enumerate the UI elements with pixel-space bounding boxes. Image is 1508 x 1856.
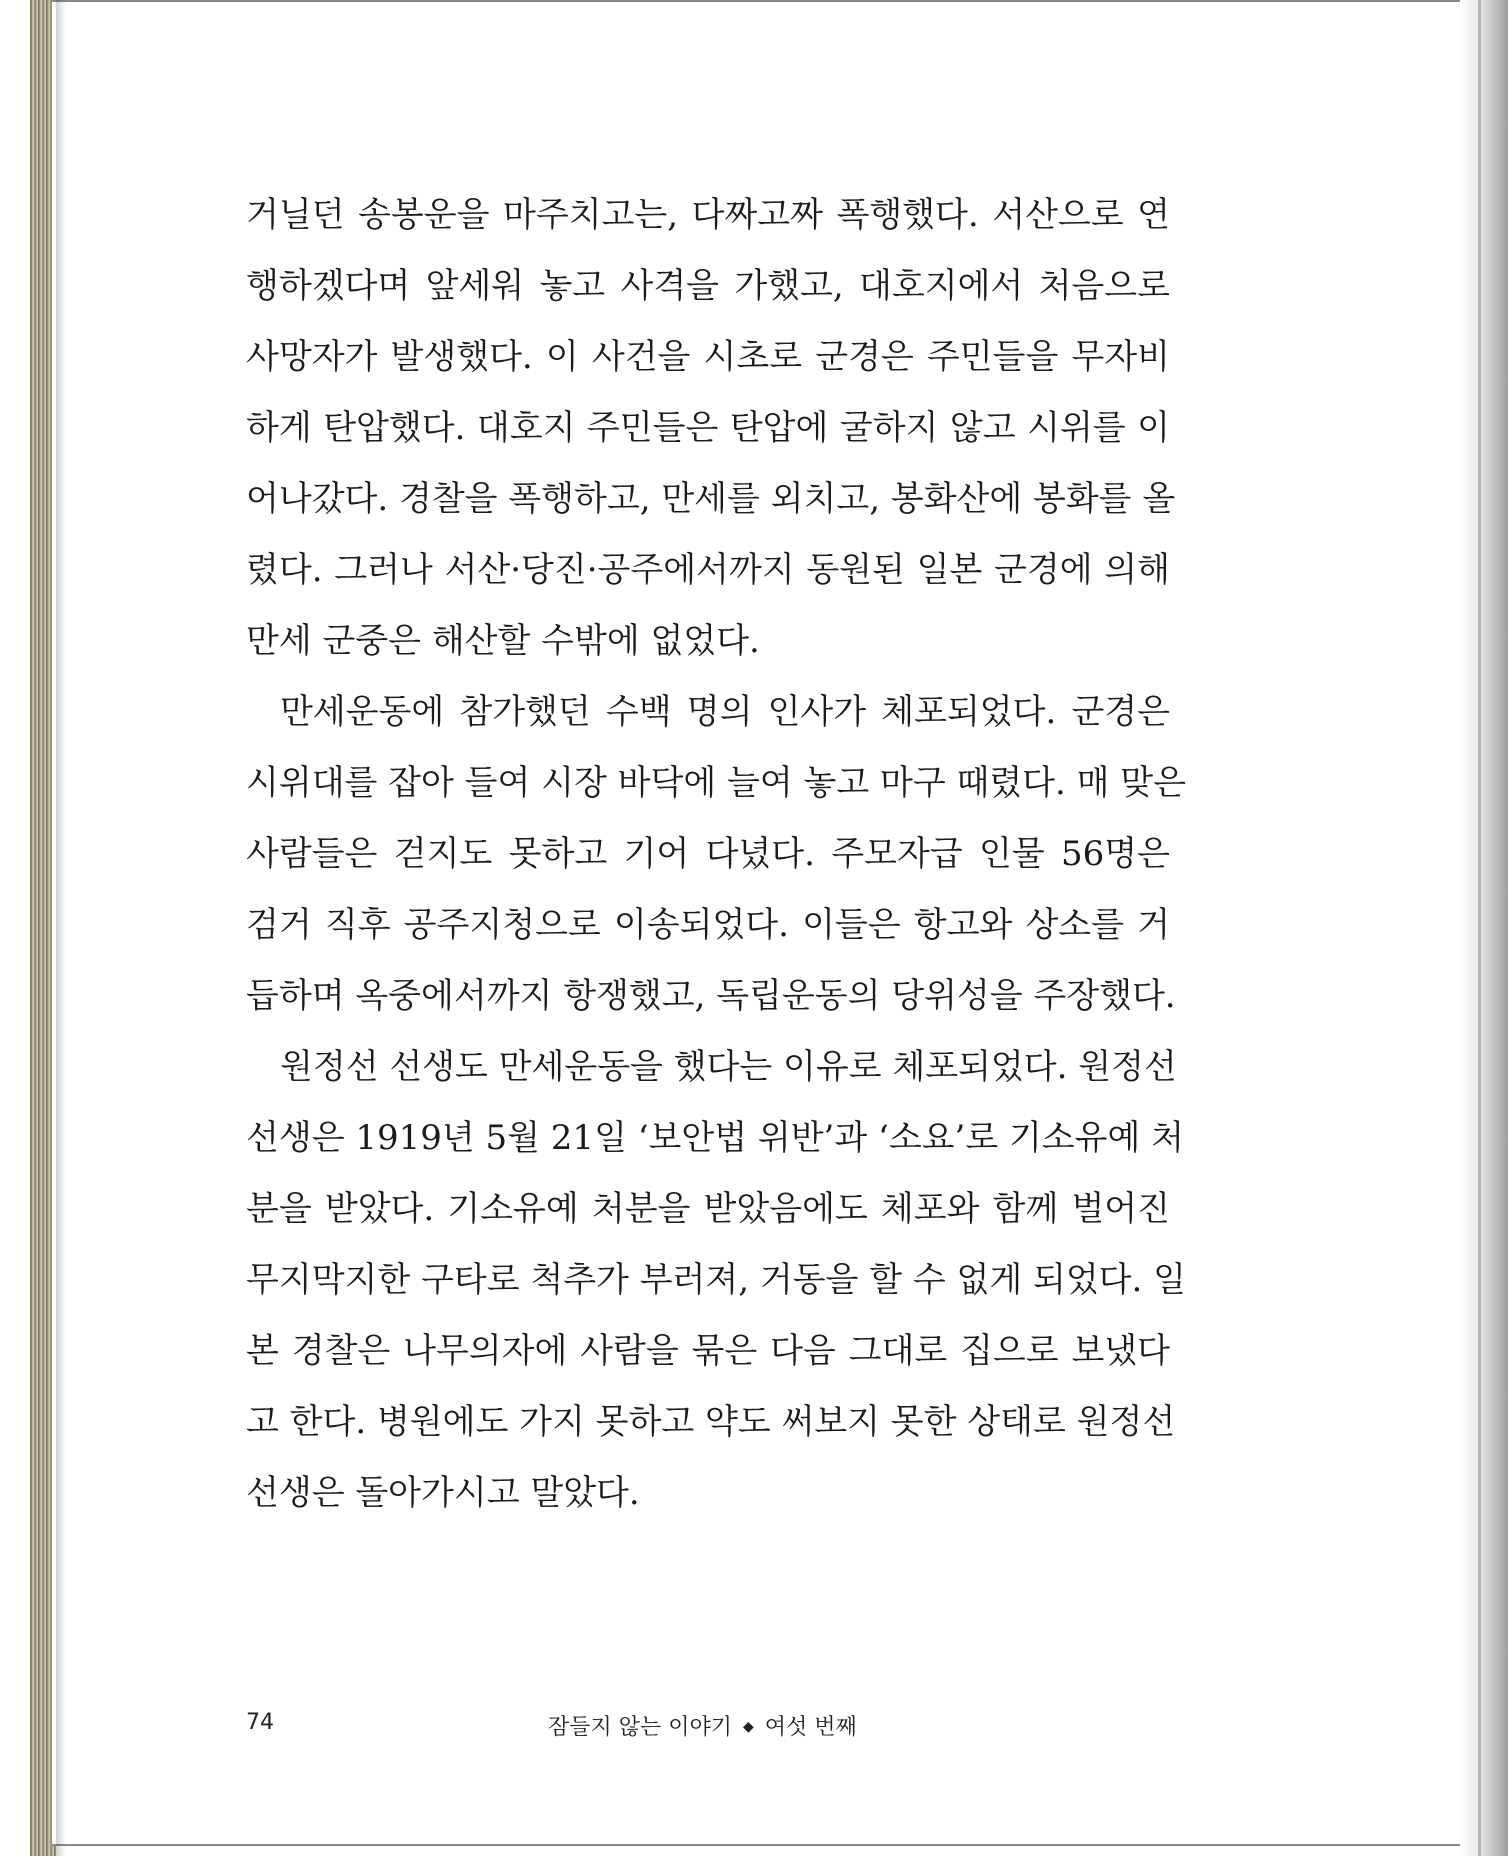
text-line: 만세운동에 참가했던 수백 명의 인사가 체포되었다. 군경은 xyxy=(280,692,1170,732)
text-line: 듭하며 옥중에서까지 항쟁했고, 독립운동의 당위성을 주장했다. xyxy=(246,976,1176,1016)
right-page-curl xyxy=(1460,0,1508,1856)
text-line: 어나갔다. 경찰을 폭행하고, 만세를 외치고, 봉화산에 봉화를 올 xyxy=(246,479,1176,519)
text-line: 선생은 1919년 5월 21일 ‘보안법 위반’과 ‘소요’로 기소유예 처 xyxy=(246,1118,1184,1158)
gutter-shadow xyxy=(56,0,66,1856)
diamond-separator-icon: ◆ xyxy=(743,1719,754,1735)
text-line: 본 경찰은 나무의자에 사람을 묶은 다음 그대로 집으로 보냈다 xyxy=(246,1331,1170,1371)
body-text xyxy=(246,180,1186,1529)
page-footer xyxy=(0,1710,1508,1740)
text-line: 렸다. 그러나 서산·당진·공주에서까지 동원된 일본 군경에 의해 xyxy=(246,550,1170,590)
text-line: 무지막지한 구타로 척추가 부러져, 거동을 할 수 없게 되었다. 일 xyxy=(246,1260,1186,1300)
text-line: 시위대를 잡아 들여 시장 바닥에 늘여 놓고 마구 때렸다. 매 맞은 xyxy=(246,763,1186,803)
right-page-edge-line xyxy=(1478,0,1481,1856)
text-line: 고 한다. 병원에도 가지 못하고 약도 써보지 못한 상태로 원정선 xyxy=(246,1402,1176,1442)
volume-label: 여섯 번째 xyxy=(764,1715,857,1740)
text-line: 선생은 돌아가시고 말았다. xyxy=(246,1473,640,1513)
text-line: 행하겠다며 앞세워 놓고 사격을 가했고, 대호지에서 처음으로 xyxy=(246,266,1170,306)
text-line: 거닐던 송봉운을 마주치고는, 다짜고짜 폭행했다. 서산으로 연 xyxy=(246,195,1170,235)
text-line: 검거 직후 공주지청으로 이송되었다. 이들은 항고와 상소를 거 xyxy=(246,905,1170,945)
text-line: 사람들은 걷지도 못하고 기어 다녔다. 주모자급 인물 56명은 xyxy=(246,834,1170,874)
book-title: 잠들지 않는 이야기 xyxy=(548,1715,733,1740)
text-line: 분을 받았다. 기소유예 처분을 받았음에도 체포와 함께 벌어진 xyxy=(246,1189,1170,1229)
page-number: 74 xyxy=(246,1710,274,1735)
text-line: 사망자가 발생했다. 이 사건을 시초로 군경은 주민들을 무자비 xyxy=(246,337,1170,377)
text-line: 하게 탄압했다. 대호지 주민들은 탄압에 굴하지 않고 시위를 이 xyxy=(246,408,1170,448)
text-line: 만세 군중은 해산할 수밖에 없었다. xyxy=(246,621,760,661)
text-line: 원정선 선생도 만세운동을 했다는 이유로 체포되었다. 원정선 xyxy=(280,1047,1177,1087)
running-title xyxy=(548,1710,857,1741)
